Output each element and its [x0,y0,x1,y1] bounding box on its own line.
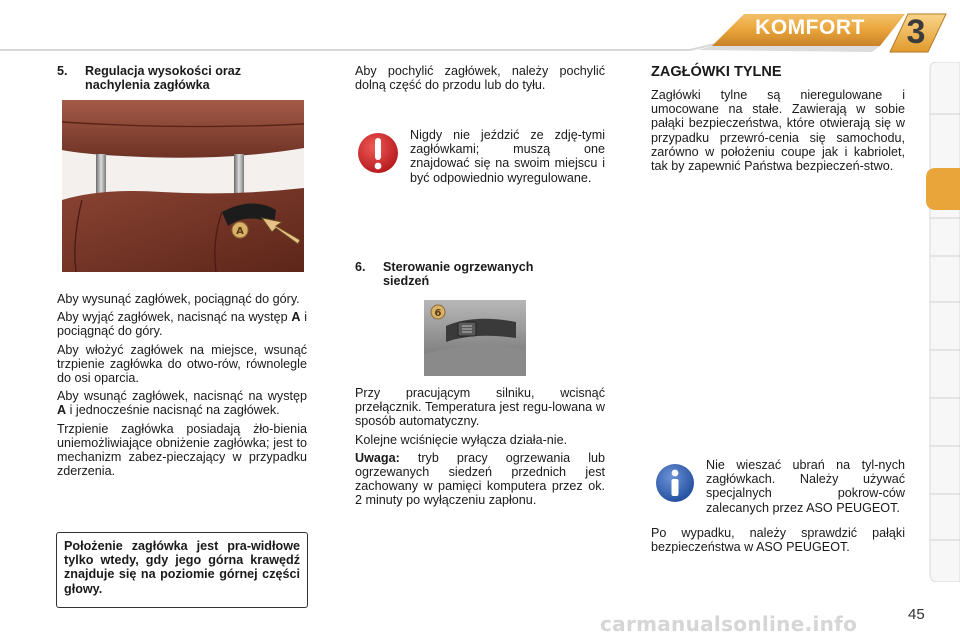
section-5-title-line1: Regulacja wysokości oraz [85,64,242,78]
section-5-title-line2: nachylenia zagłówka [85,78,210,93]
page-number: 45 [908,606,925,623]
section-5-heading [57,64,307,92]
chapter-title: KOMFORT [755,16,865,39]
section-5-paragraph: Aby wyjąć zagłówek, nacisnąć na występ A i pociągnąć do góry. [57,310,307,339]
seat-heating-note: Uwaga: tryb pracy ogrzewania lub ogrzewanych siedzeń przednich jest zachowany w pamięci komputera przez ok. 2 minuty po wyłączeniu zapłonu. [355,450,605,508]
info-text: Nie wieszać ubrań na tyl-nych zagłówkach. Należy używać specjalnych pokrow-ców zalecanych przez ASO PEUGEOT. [706,458,905,515]
headrest-photo [62,100,304,272]
section-6-heading [355,260,605,288]
info-icon [654,462,696,504]
section-5-paragraph: Aby wsunąć zagłówek, nacisnąć na występ A i jednocześnie nacisnąć na zagłówek. [57,389,307,418]
section-5-paragraph: Aby wysunąć zagłówek, pociągnąć do góry. [57,292,300,306]
rear-headrests-title: ZAGŁÓWKI TYLNE [651,64,782,80]
tilt-instruction: Aby pochylić zagłówek, należy pochylić dolną część do przodu lub do tyłu. [355,64,605,93]
rear-headrests-body: Zagłówki tylne są nieregulowane i umocowane na stałe. Zawierają w sobie pałąki bezpieczeństwa, które otwierają się w przypadku przewró-cenia się samochodu, zarówno w położeniu coupe jak i kabriolet, tak by zapewnić Państwa bezpieczeń-stwo. [651,88,905,174]
seat-heating-switch-photo [424,300,526,376]
headrest-position-note: Położenie zagłówka jest pra-widłowe tylko wtedy, gdy jego górna krawędź znajduje się na poziomie górnej części głowy. [56,532,308,608]
headrest-photo-label: A [236,226,244,237]
chapter-tab-strip[interactable] [924,62,960,582]
switch-photo-label: 6 [434,308,442,319]
section-6-title-line2: siedzeń [383,274,430,289]
section-5-body [57,292,307,482]
section-6-number: 6. [355,260,366,274]
seat-heating-repeat: Kolejne wciśnięcie wyłącza działa-nie. [355,432,568,447]
watermark: carmanualsonline.info [600,612,858,636]
exclamation-icon [356,130,400,176]
after-accident-text: Po wypadku, należy sprawdzić pałąki bezpieczeństwa w ASO PEUGEOT. [651,526,905,555]
section-5-number: 5. [57,64,68,78]
seat-heating-instruction: Przy pracującym silniku, wcisnąć przełącznik. Temperatura jest regu-lowana w sposób automatyczny. [355,386,605,429]
section-5-paragraph: Trzpienie zagłówka posiadają żło-bienia uniemożliwiające obniżenie zagłówka; jest to mechanizm zabez-pieczający w przypadku zderzenia. [57,421,307,479]
seat-heating-body [355,386,605,512]
chapter-number: 3 [906,13,926,51]
warning-text: Nigdy nie jeździć ze zdję-tymi zagłówkami; muszą one znajdować się na swoim miejscu i być odpowiednio wyregulowane. [410,128,605,185]
section-6-title-line1: Sterowanie ogrzewanych [383,260,534,274]
section-5-paragraph: Aby włożyć zagłówek na miejsce, wsunąć trzpienie zagłówka do otwo-rów, równolegle do osi oparcia. [57,342,307,386]
